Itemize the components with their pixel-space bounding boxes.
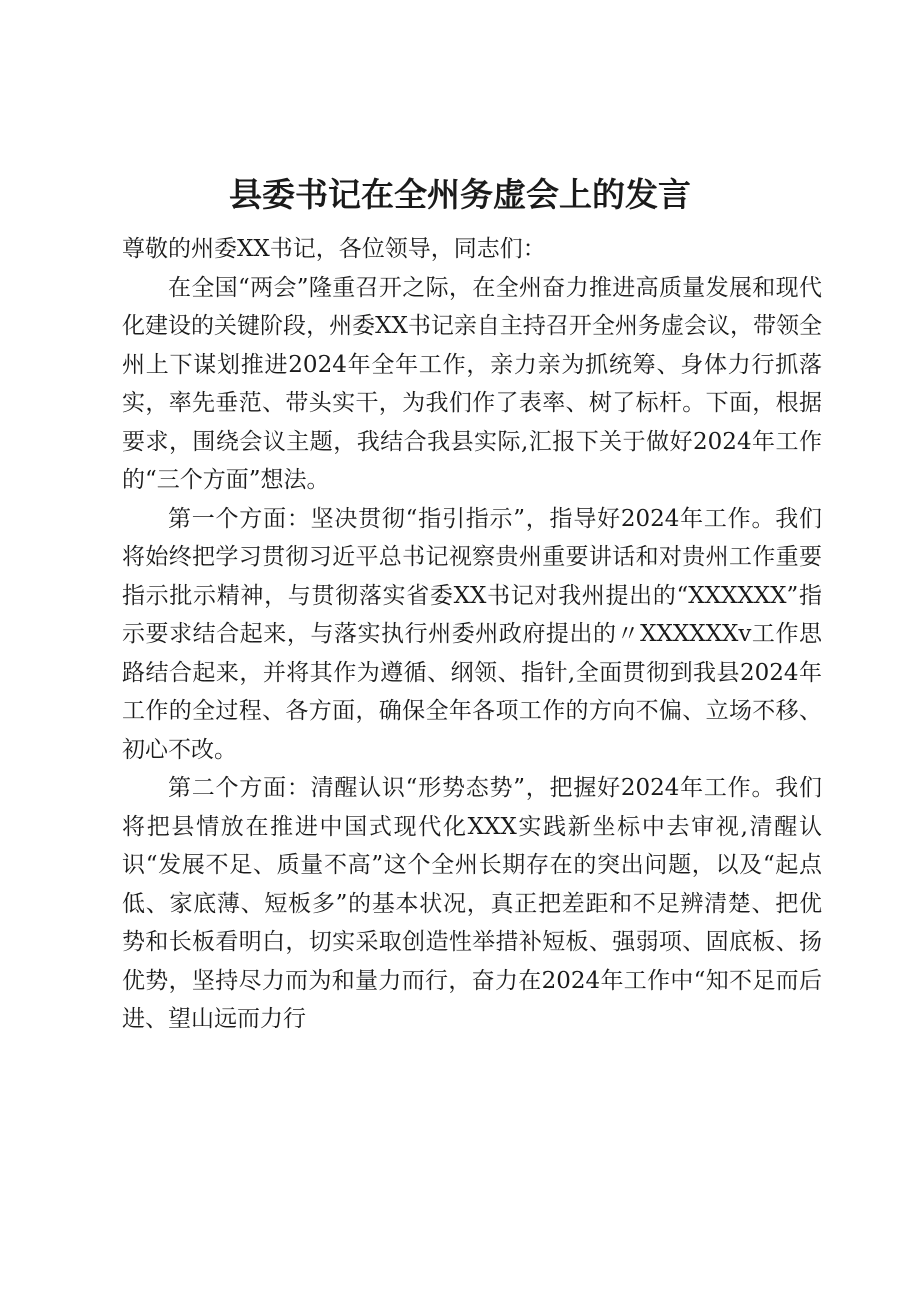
paragraph-intro: 在全国“两会”隆重召开之际，在全州奋力推进高质量发展和现代化建设的关键阶段，州委XX书记亲自主持召开全州务虚会议，带领全州上下谋划推进2024年全年工作，亲力亲为抓统筹、身体力行抓落实，率先垂范、带头实干，为我们作了表率、树了标杆。下面，根据要求，围绕会议主题，我结合我县实际,汇报下关于做好2024年工作的“三个方面”想法。 <box>122 274 822 493</box>
paragraph-first-aspect: 第一个方面：坚决贯彻“指引指示”，指导好2024年工作。我们将始终把学习贯彻习近平总书记视察贵州重要讲话和对贵州工作重要指示批示精神，与贯彻落实省委XX书记对我州提出的“XXXXXX”指示要求结合起来，与落实执行州委州政府提出的〃XXXXXXv工作思路结合起来，并将其作为遵循、纲领、指针,全面贯彻到我县2024年工作的全过程、各方面，确保全年各项工作的方向不偏、立场不移、初心不改。 <box>122 505 822 763</box>
salutation: 尊敬的州委XX书记，各位领导，同志们： <box>122 236 546 262</box>
document-body <box>122 230 822 1039</box>
document-title: 县委书记在全州务虚会上的发言 <box>229 175 691 214</box>
paragraph-second-aspect: 第二个方面：清醒认识“形势态势”，把握好2024年工作。我们将把县情放在推进中国式现代化XXX实践新坐标中去审视,清醒认识“发展不足、质量不高”这个全州长期存在的突出问题，以及“起点低、家底薄、短板多”的基本状况，真正把差距和不足辨清楚、把优势和长板看明白，切实采取创造性举措补短板、强弱项、固底板、扬优势，坚持尽力而为和量力而行，奋力在2024年工作中“知不足而后进、望山远而力行 <box>122 775 822 1032</box>
